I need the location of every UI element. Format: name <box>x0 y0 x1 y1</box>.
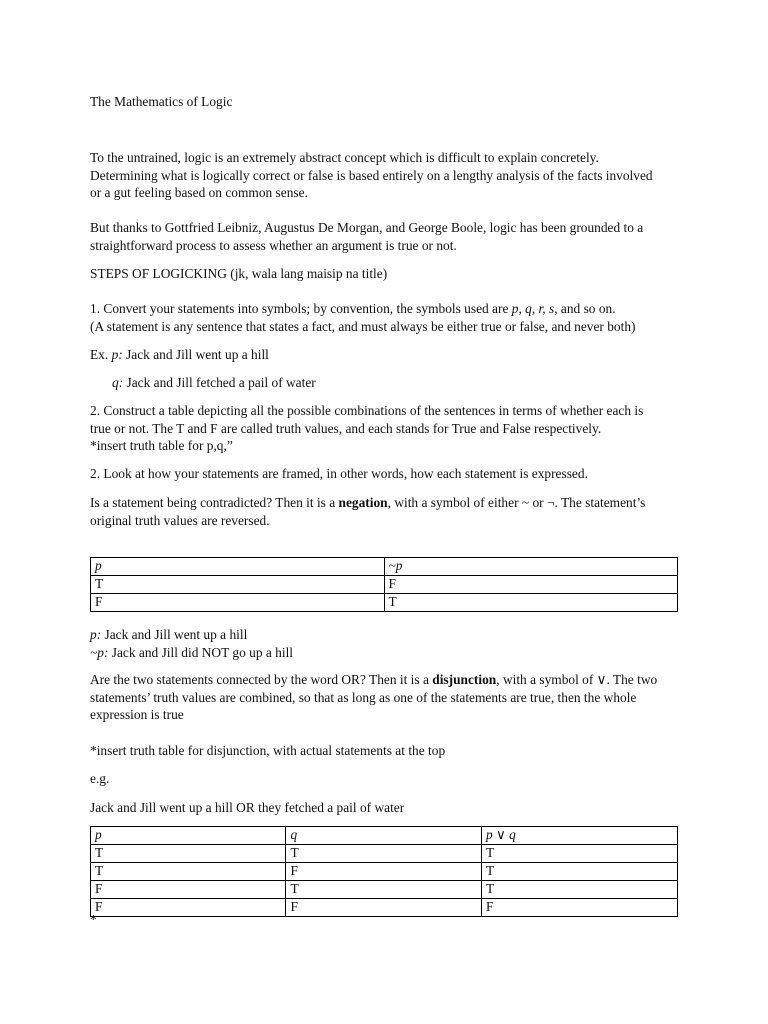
table-cell: T <box>91 863 286 881</box>
step3-paragraph: 2. Look at how your statements are framed, in other words, how each statement is expressed. <box>90 466 588 481</box>
intro-paragraph <box>90 149 690 202</box>
disjunction-text-end: , with a symbol of ∨. The two <box>496 672 658 687</box>
intro-line: or a gut feeling based on common sense. <box>90 185 308 201</box>
table-cell: F <box>91 881 286 899</box>
disjunction-text: Are the two statements connected by the word OR? Then it is a <box>90 672 433 687</box>
negation-text-end: , with a symbol of either ~ or ¬. The statement’s <box>387 495 646 510</box>
thanks-line: But thanks to Gottfried Leibniz, Augustus De Morgan, and George Boole, logic has been grounded to a <box>90 220 644 235</box>
table-cell: F <box>286 899 481 917</box>
negation-example-p <box>90 626 690 644</box>
step1-note: (A statement is any sentence that states a fact, and must always be either true or false, and never both) <box>90 318 636 334</box>
table-header-row <box>91 558 678 576</box>
disjunction-term: disjunction <box>432 672 497 687</box>
table-row <box>91 863 678 881</box>
or-sentence: Jack and Jill went up a hill OR they fetched a pail of water <box>90 800 405 815</box>
negation-line <box>90 494 690 512</box>
table-header-row <box>91 827 678 845</box>
step2-line: *insert truth table for p,q,” <box>90 438 233 454</box>
step1-text: 1. Convert your statements into symbols; by convention, the symbols used are <box>90 301 512 316</box>
thanks-paragraph <box>90 219 690 254</box>
intro-line: Determining what is logically correct or false is based entirely on a lengthy analysis of the facts involved <box>90 167 653 183</box>
negation-example-text: Jack and Jill did NOT go up a hill <box>108 644 294 660</box>
negation-example-not-p <box>90 644 690 662</box>
steps-heading: STEPS OF LOGICKING (jk, wala lang maisip na title) <box>90 266 388 281</box>
step1-line <box>90 300 690 318</box>
table-header-cell: ~p <box>384 558 678 576</box>
document-title: The Mathematics of Logic <box>90 94 233 109</box>
table-cell: T <box>481 881 677 899</box>
step2-line: 2. Construct a table depicting all the possible combinations of the sentences in terms of whether each is <box>90 403 644 418</box>
trailing-asterisk: * <box>90 912 97 927</box>
step2-paragraph <box>90 402 690 455</box>
table-header-cell: p ∨ q <box>481 827 677 845</box>
table-cell: T <box>91 845 286 863</box>
thanks-line: straightforward process to assess whether an argument is true or not. <box>90 237 457 253</box>
example-p-var: p: <box>111 347 123 362</box>
negation-example <box>90 626 690 661</box>
step1-paragraph <box>90 300 690 335</box>
table-cell: T <box>384 594 678 612</box>
table-cell: T <box>91 576 385 594</box>
negation-text: Is a statement being contradicted? Then it is a <box>90 495 339 510</box>
disjunction-line: statements’ truth values are combined, so that as long as one of the statements are true, then the whole <box>90 689 637 705</box>
table-cell: F <box>91 594 385 612</box>
table-header-cell: p <box>91 558 385 576</box>
table-cell: F <box>91 899 286 917</box>
negation-example-var: ~p: <box>90 644 109 660</box>
negation-truth-table <box>90 557 678 612</box>
example-q-text: Jack and Jill fetched a pail of water <box>123 375 316 390</box>
negation-term: negation <box>338 495 388 510</box>
example-q-var: q: <box>112 375 124 390</box>
table-row <box>91 594 678 612</box>
example-prefix: Ex. <box>90 347 112 362</box>
table-cell: F <box>286 863 481 881</box>
table-cell: T <box>481 863 677 881</box>
negation-example-text: Jack and Jill went up a hill <box>101 627 248 642</box>
table-row <box>91 881 678 899</box>
table-header-cell: p <box>91 827 286 845</box>
step2-line: true or not. The T and F are called truth values, and each stands for True and False respectively. <box>90 420 602 436</box>
table-row <box>91 576 678 594</box>
step1-symbols: p, q, r, s <box>511 301 555 316</box>
table-cell: T <box>286 881 481 899</box>
negation-paragraph <box>90 494 690 529</box>
example-q <box>112 374 712 392</box>
table-cell: F <box>384 576 678 594</box>
table-header-cell: q <box>286 827 481 845</box>
intro-line: To the untrained, logic is an extremely abstract concept which is difficult to explain concretely. <box>90 150 599 165</box>
eg-label: e.g. <box>90 771 110 786</box>
table-cell: T <box>286 845 481 863</box>
negation-example-var: p: <box>90 627 102 642</box>
disjunction-line <box>90 671 690 689</box>
insert-note: *insert truth table for disjunction, with actual statements at the top <box>90 743 446 758</box>
table-row <box>91 845 678 863</box>
step1-text-end: , and so on. <box>554 301 616 316</box>
example-p <box>90 346 690 364</box>
disjunction-truth-table <box>90 826 678 917</box>
disjunction-paragraph <box>90 671 690 724</box>
negation-line: original truth values are reversed. <box>90 512 270 528</box>
disjunction-line: expression is true <box>90 707 184 723</box>
table-cell: T <box>481 845 677 863</box>
example-p-text: Jack and Jill went up a hill <box>122 347 269 362</box>
table-cell: F <box>481 899 677 917</box>
